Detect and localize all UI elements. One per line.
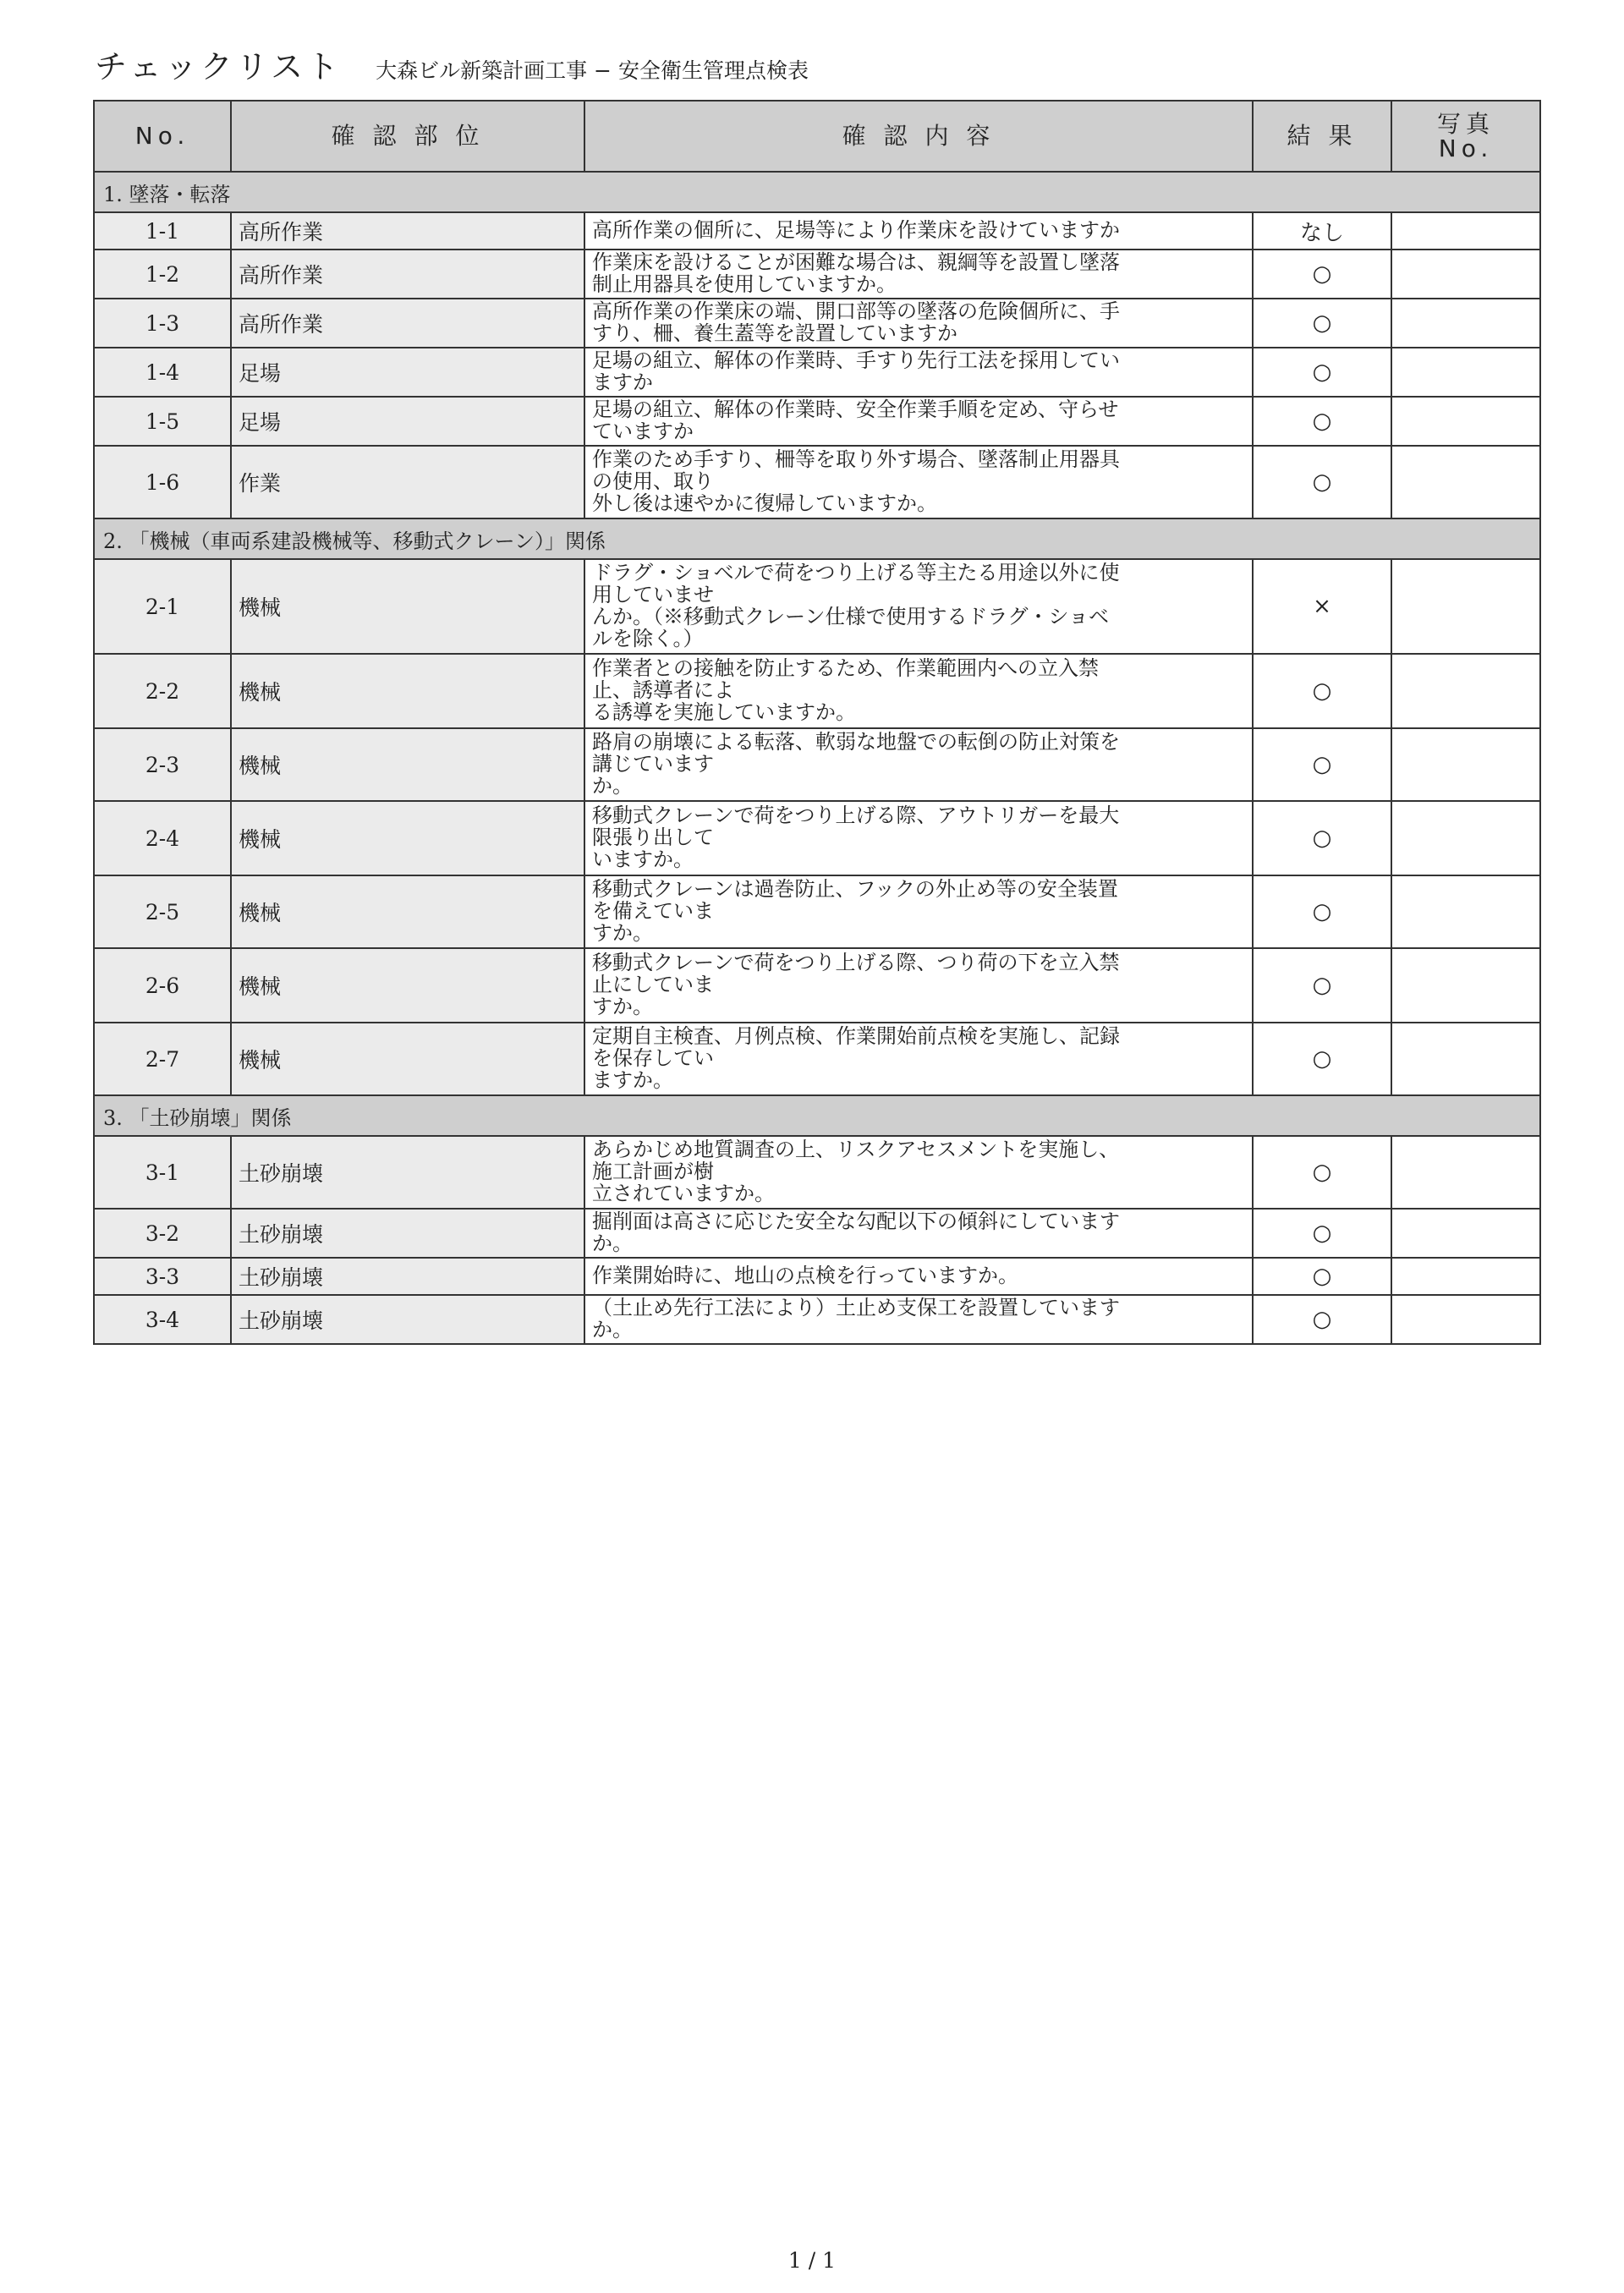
table-body	[94, 172, 1540, 1344]
table-row	[94, 1136, 1540, 1209]
item-content-text: 移動式クレーンで荷をつり上げる際、つり荷の下を立入禁 止にしていま すか。	[592, 951, 1120, 1018]
table-row	[94, 348, 1540, 397]
item-number: 1-2	[94, 250, 231, 299]
document-header	[95, 41, 809, 87]
item-part: 機械	[231, 1023, 584, 1095]
item-content-text: 定期自主検査、月例点検、作業開始前点検を実施し、記録 を保存してい ますか。	[592, 1024, 1120, 1092]
item-content-text: 移動式クレーンで荷をつり上げる際、アウトリガーを最大 限張り出して いますか。	[592, 804, 1120, 871]
item-result: なし	[1253, 212, 1391, 250]
item-number: 2-5	[94, 875, 231, 948]
item-photo-no	[1391, 1023, 1540, 1095]
table-header-row	[94, 101, 1540, 172]
item-content	[584, 948, 1253, 1023]
item-result: ○	[1253, 250, 1391, 299]
item-part: 足場	[231, 397, 584, 446]
item-content	[584, 1295, 1253, 1344]
section-title: 1. 墜落・転落	[94, 172, 1540, 212]
item-photo-no	[1391, 446, 1540, 518]
item-content	[584, 654, 1253, 728]
item-photo-no	[1391, 559, 1540, 654]
table-row	[94, 728, 1540, 801]
item-result: ○	[1253, 801, 1391, 875]
checklist-table	[93, 100, 1541, 1345]
item-photo-no	[1391, 948, 1540, 1023]
item-result: ○	[1253, 348, 1391, 397]
item-photo-no	[1391, 397, 1540, 446]
page-number: 1 / 1	[787, 2248, 837, 2273]
item-result: ○	[1253, 1209, 1391, 1258]
photo-header-label: 写真 No.	[1436, 109, 1495, 162]
table-row	[94, 1295, 1540, 1344]
item-content	[584, 397, 1253, 446]
item-photo-no	[1391, 1209, 1540, 1258]
item-part: 作業	[231, 446, 584, 518]
item-part: 機械	[231, 875, 584, 948]
item-photo-no	[1391, 348, 1540, 397]
column-header-result: 結 果	[1253, 101, 1391, 172]
item-part: 足場	[231, 348, 584, 397]
item-number: 3-2	[94, 1209, 231, 1258]
item-result: ○	[1253, 875, 1391, 948]
item-part: 高所作業	[231, 250, 584, 299]
item-result: ○	[1253, 1258, 1391, 1295]
item-photo-no	[1391, 1136, 1540, 1209]
table-row	[94, 250, 1540, 299]
item-content-text: 作業者との接触を防止するため、作業範囲内への立入禁 止、誘導者によ る誘導を実施していますか。	[592, 656, 1100, 724]
item-number: 1-6	[94, 446, 231, 518]
item-content	[584, 875, 1253, 948]
item-photo-no	[1391, 1258, 1540, 1295]
document-title: チェックリスト	[95, 48, 343, 85]
item-photo-no	[1391, 728, 1540, 801]
item-content	[584, 1136, 1253, 1209]
item-content	[584, 1258, 1253, 1295]
item-number: 3-1	[94, 1136, 231, 1209]
item-content-text: 高所作業の作業床の端、開口部等の墜落の危険個所に、手 すり、柵、養生蓋等を設置していますか	[592, 299, 1120, 345]
item-content-text: 足場の組立、解体の作業時、安全作業手順を定め、守らせ ていますか	[592, 398, 1119, 443]
item-result: ○	[1253, 654, 1391, 728]
item-number: 3-3	[94, 1258, 231, 1295]
item-content-text: 移動式クレーンは過巻防止、フックの外止め等の安全装置 を備えていま すか。	[592, 877, 1118, 945]
item-result: ○	[1253, 1295, 1391, 1344]
column-header-photo	[1391, 101, 1540, 172]
section-title: 2. 「機械（車両系建設機械等、移動式クレーン）」関係	[94, 518, 1540, 559]
item-content	[584, 250, 1253, 299]
item-part: 土砂崩壊	[231, 1209, 584, 1258]
item-photo-no	[1391, 1295, 1540, 1344]
item-photo-no	[1391, 654, 1540, 728]
item-number: 1-1	[94, 212, 231, 250]
item-number: 1-3	[94, 299, 231, 348]
item-content	[584, 801, 1253, 875]
item-content-text: あらかじめ地質調査の上、リスクアセスメントを実施し、 施工計画が樹 立されていますか。	[592, 1138, 1120, 1205]
item-part: 機械	[231, 801, 584, 875]
item-part: 土砂崩壊	[231, 1295, 584, 1344]
section-row	[94, 172, 1540, 212]
item-result: ○	[1253, 728, 1391, 801]
item-part: 機械	[231, 559, 584, 654]
table-row	[94, 1023, 1540, 1095]
item-number: 2-4	[94, 801, 231, 875]
table-row	[94, 948, 1540, 1023]
item-content-text: 掘削面は高さに応じた安全な勾配以下の傾斜にしています か。	[592, 1210, 1120, 1255]
item-part: 土砂崩壊	[231, 1136, 584, 1209]
item-result: ○	[1253, 446, 1391, 518]
item-part: 機械	[231, 728, 584, 801]
item-photo-no	[1391, 875, 1540, 948]
table-row	[94, 875, 1540, 948]
item-part: 高所作業	[231, 299, 584, 348]
item-part: 高所作業	[231, 212, 584, 250]
item-part: 機械	[231, 948, 584, 1023]
item-number: 2-6	[94, 948, 231, 1023]
column-header-content: 確 認 内 容	[584, 101, 1253, 172]
table-row	[94, 299, 1540, 348]
item-part: 土砂崩壊	[231, 1258, 584, 1295]
item-content-text: 高所作業の個所に、足場等により作業床を設けていますか	[592, 218, 1120, 243]
table-row	[94, 212, 1540, 250]
item-content	[584, 1209, 1253, 1258]
item-photo-no	[1391, 250, 1540, 299]
item-photo-no	[1391, 212, 1540, 250]
item-content-text: 作業床を設けることが困難な場合は、親綱等を設置し墜落 制止用器具を使用していますか。	[592, 250, 1120, 296]
section-row	[94, 1095, 1540, 1136]
section-title: 3. 「土砂崩壊」関係	[94, 1095, 1540, 1136]
item-content-text: 作業のため手すり、柵等を取り外す場合、墜落制止用器具 の使用、取り 外し後は速やかに復帰していますか。	[592, 447, 1120, 515]
item-content	[584, 299, 1253, 348]
item-content	[584, 1023, 1253, 1095]
item-content	[584, 446, 1253, 518]
item-content-text: 作業開始時に、地山の点検を行っていますか。	[592, 1264, 1018, 1288]
item-result: ○	[1253, 397, 1391, 446]
item-result: ○	[1253, 948, 1391, 1023]
item-content	[584, 348, 1253, 397]
item-number: 2-7	[94, 1023, 231, 1095]
item-number: 2-2	[94, 654, 231, 728]
item-content	[584, 212, 1253, 250]
table-row	[94, 654, 1540, 728]
item-result: ○	[1253, 1023, 1391, 1095]
item-number: 1-5	[94, 397, 231, 446]
item-result: ○	[1253, 1136, 1391, 1209]
table-row	[94, 1258, 1540, 1295]
item-content	[584, 559, 1253, 654]
column-header-part: 確 認 部 位	[231, 101, 584, 172]
item-number: 3-4	[94, 1295, 231, 1344]
table-row	[94, 801, 1540, 875]
table-row	[94, 559, 1540, 654]
item-part: 機械	[231, 654, 584, 728]
item-number: 2-1	[94, 559, 231, 654]
item-content-text: ドラグ・ショベルで荷をつり上げる等主たる用途以外に使 用していませ んか。（※移動式クレーン仕様で使用するドラグ・ショベ ルを除く。）	[592, 561, 1120, 650]
item-number: 2-3	[94, 728, 231, 801]
item-result: ○	[1253, 299, 1391, 348]
item-content	[584, 728, 1253, 801]
item-photo-no	[1391, 299, 1540, 348]
table-row	[94, 446, 1540, 518]
section-row	[94, 518, 1540, 559]
table-row	[94, 1209, 1540, 1258]
document-subtitle: 大森ビル新築計画工事 − 安全衛生管理点検表	[376, 58, 809, 83]
item-content-text: （土止め先行工法により）土止め支保工を設置しています か。	[592, 1296, 1120, 1341]
item-content-text: 路肩の崩壊による転落、軟弱な地盤での転倒の防止対策を 講じています か。	[592, 730, 1120, 798]
item-photo-no	[1391, 801, 1540, 875]
item-content-text: 足場の組立、解体の作業時、手すり先行工法を採用してい ますか	[592, 348, 1120, 394]
column-header-no: No.	[94, 101, 231, 172]
item-number: 1-4	[94, 348, 231, 397]
table-row	[94, 397, 1540, 446]
item-result: ×	[1253, 559, 1391, 654]
